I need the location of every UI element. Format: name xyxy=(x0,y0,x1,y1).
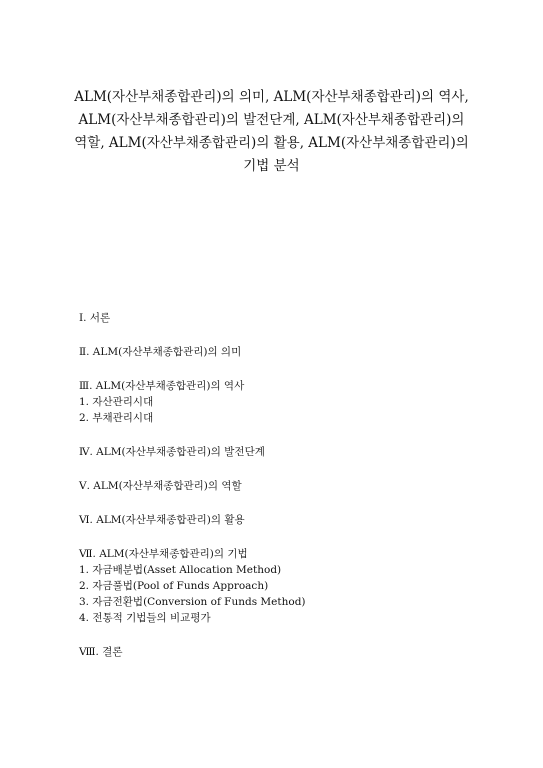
toc-subitem: 1. 자금배분법(Asset Allocation Method) xyxy=(79,564,282,576)
title-line: ALM(자산부채종합관리)의 발전단계, ALM(자산부채종합관리)의 xyxy=(78,112,465,128)
title-line: 역할, ALM(자산부채종합관리)의 활용, ALM(자산부채종합관리)의 xyxy=(74,135,469,151)
toc-section-7 xyxy=(79,546,519,626)
toc-heading: Ⅰ. 서론 xyxy=(79,312,111,324)
toc-section-4 xyxy=(79,444,519,460)
title-line: ALM(자산부채종합관리)의 의미, ALM(자산부채종합관리)의 역사, xyxy=(74,89,469,105)
table-of-contents xyxy=(79,310,519,660)
toc-section-1 xyxy=(79,310,519,326)
toc-heading: Ⅵ. ALM(자산부채종합관리)의 활용 xyxy=(79,514,245,526)
toc-heading: Ⅱ. ALM(자산부채종합관리)의 의미 xyxy=(79,346,242,358)
toc-heading: Ⅲ. ALM(자산부채종합관리)의 역사 xyxy=(79,380,245,392)
toc-heading: Ⅷ. 결론 xyxy=(79,646,123,658)
toc-subitem: 2. 자금풀법(Pool of Funds Approach) xyxy=(79,580,269,592)
toc-section-2 xyxy=(79,344,519,360)
toc-heading: Ⅶ. ALM(자산부채종합관리)의 기법 xyxy=(79,548,248,560)
toc-subitem: 3. 자금전환법(Conversion of Funds Method) xyxy=(79,596,306,608)
toc-heading: Ⅳ. ALM(자산부채종합관리)의 발전단계 xyxy=(79,446,265,458)
toc-section-8 xyxy=(79,644,519,660)
toc-subitem: 1. 자산관리시대 xyxy=(79,396,154,408)
toc-subitem: 4. 전통적 기법들의 비교평가 xyxy=(79,612,211,624)
toc-section-6 xyxy=(79,512,519,528)
toc-subitem: 2. 부채관리시대 xyxy=(79,412,154,424)
title-line: 기법 분석 xyxy=(243,158,300,174)
document-title xyxy=(40,86,503,178)
toc-section-5 xyxy=(79,478,519,494)
toc-heading: Ⅴ. ALM(자산부채종합관리)의 역할 xyxy=(79,480,242,492)
toc-section-3 xyxy=(79,378,519,426)
